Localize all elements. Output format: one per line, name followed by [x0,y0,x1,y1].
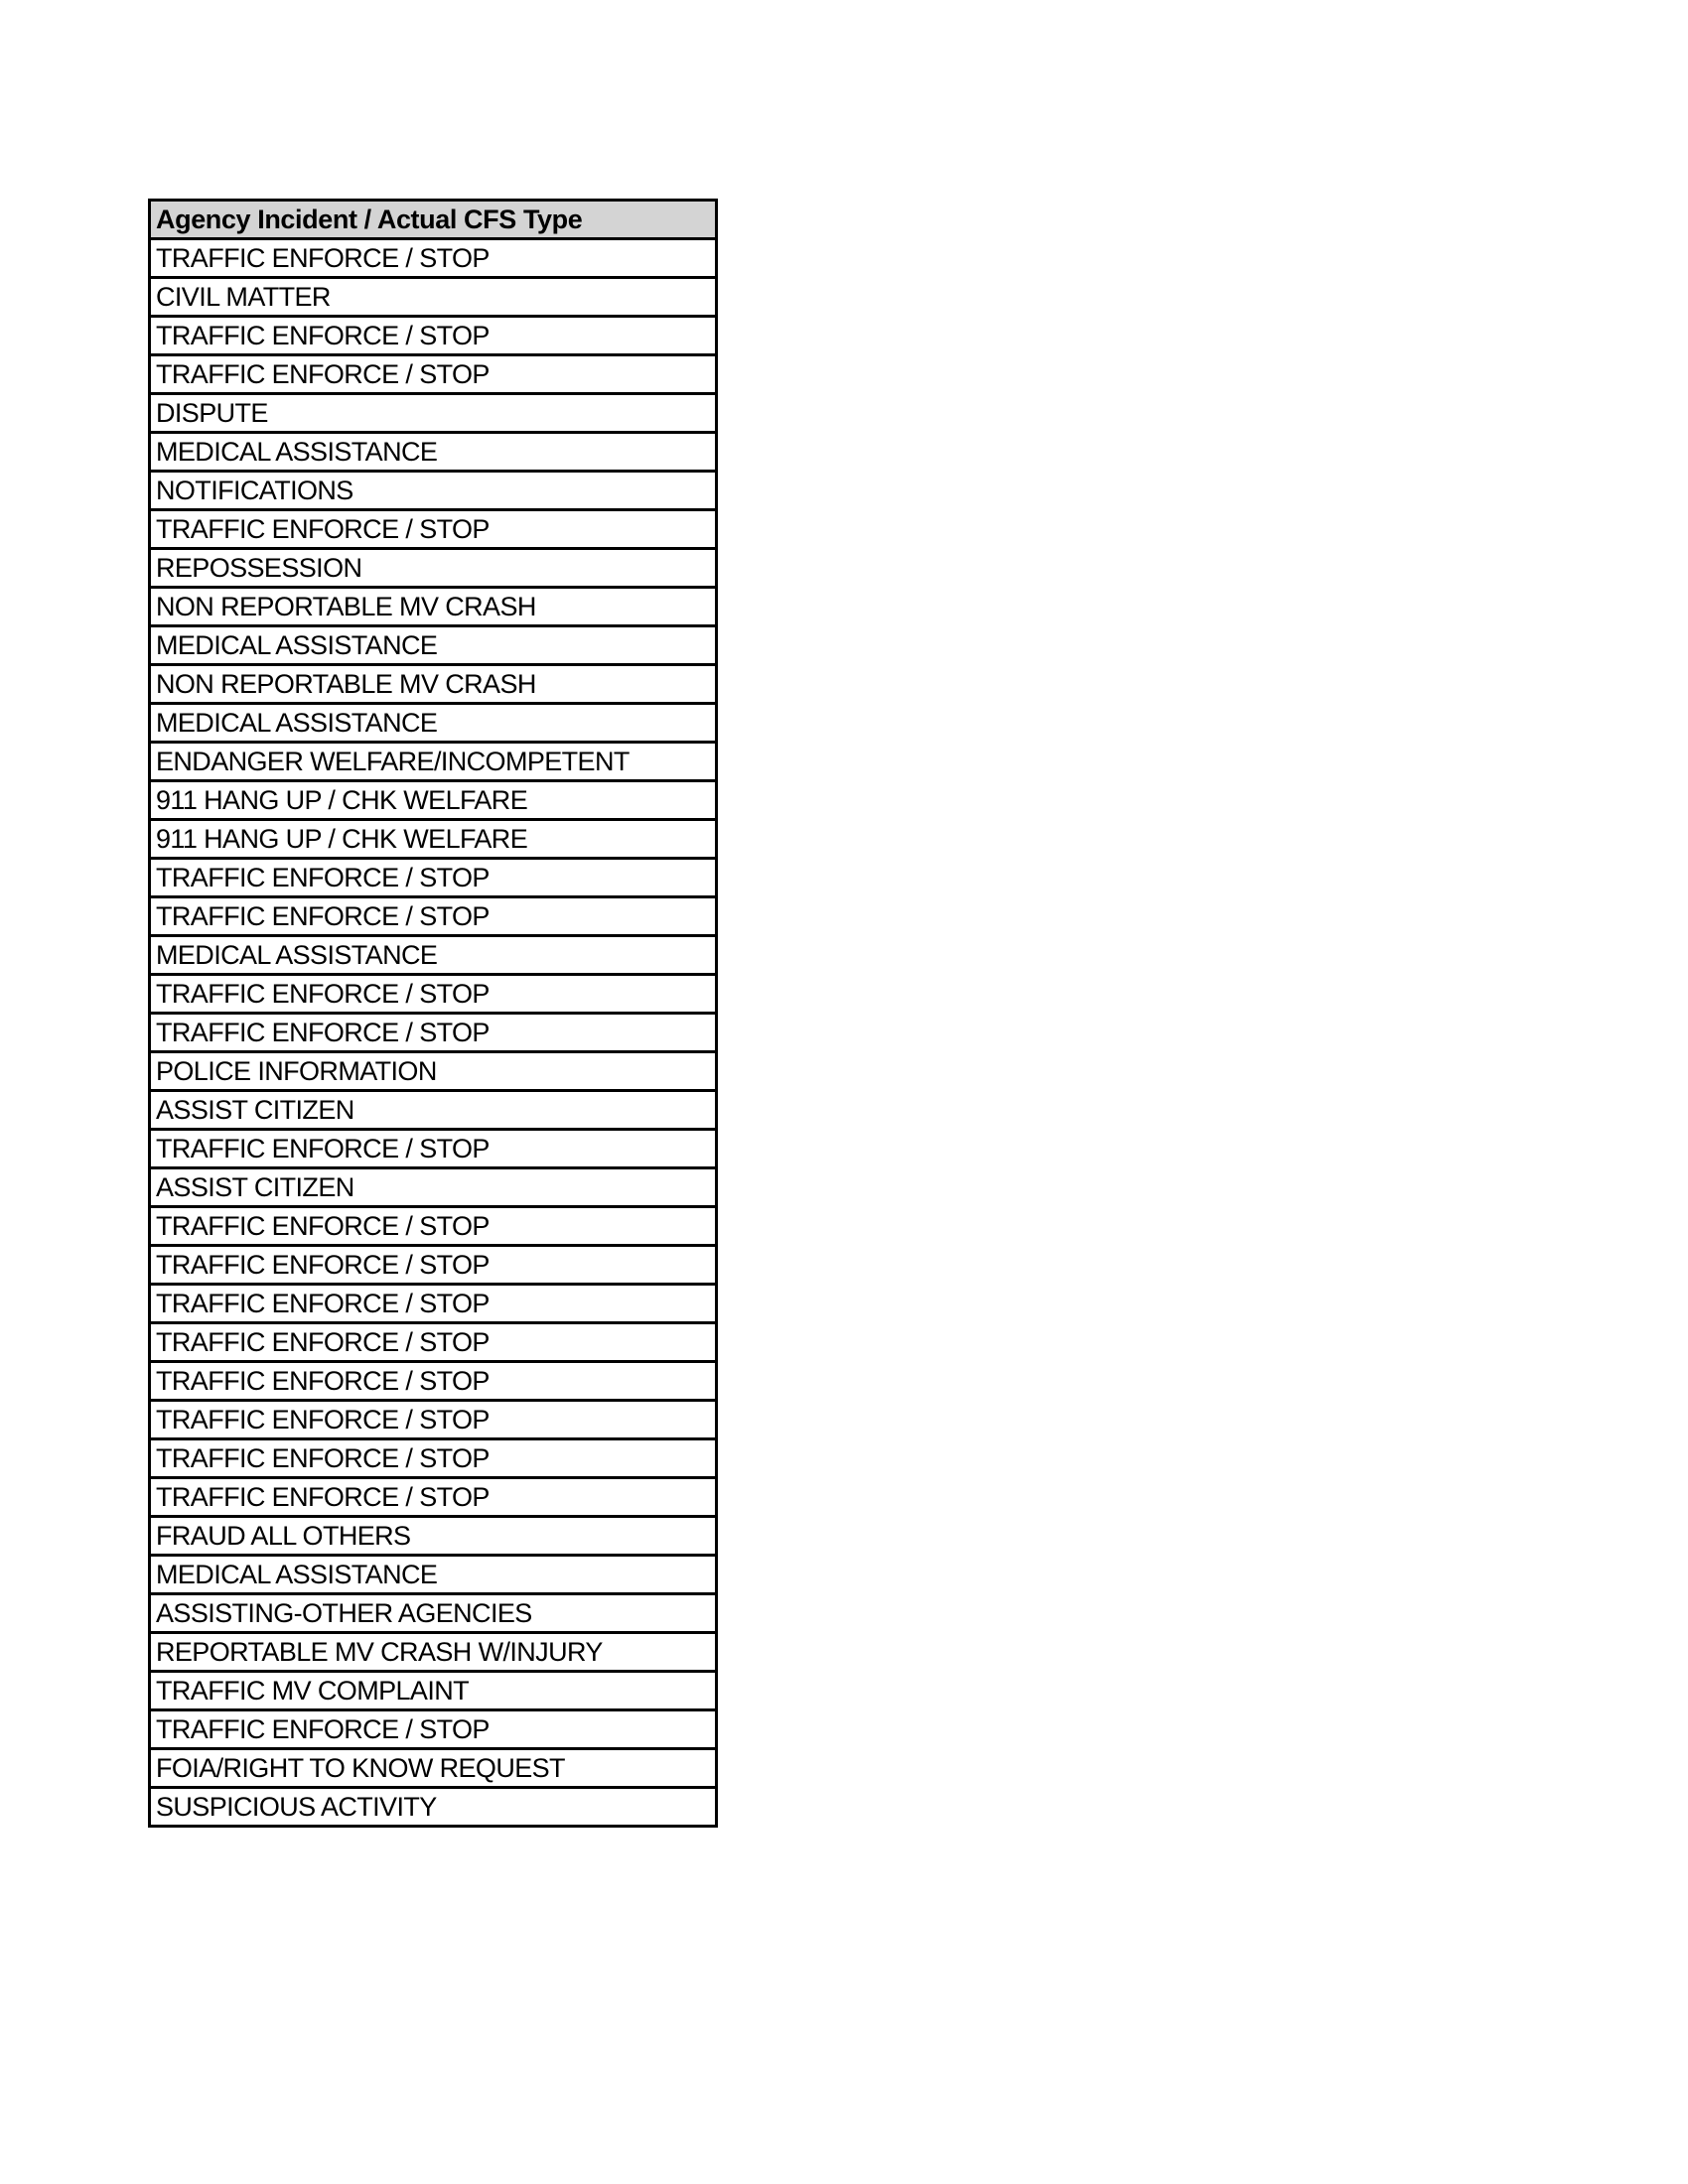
cfs-type-cell: TRAFFIC ENFORCE / STOP [150,1401,717,1439]
cfs-type-cell: TRAFFIC ENFORCE / STOP [150,1323,717,1362]
table-row [150,588,717,626]
table-row [150,1749,717,1788]
cfs-type-cell: ASSIST CITIZEN [150,1091,717,1130]
cfs-type-cell: TRAFFIC ENFORCE / STOP [150,317,717,355]
table-row [150,859,717,897]
table-row [150,1130,717,1168]
cfs-type-cell: 911 HANG UP / CHK WELFARE [150,820,717,859]
table-row [150,743,717,781]
table-row [150,317,717,355]
table-row [150,1672,717,1710]
table-body [150,239,717,1827]
table-row [150,704,717,743]
table-row [150,355,717,394]
cfs-type-cell: TRAFFIC ENFORCE / STOP [150,510,717,549]
table-row [150,820,717,859]
table-row [150,1633,717,1672]
cfs-type-cell: FOIA/RIGHT TO KNOW REQUEST [150,1749,717,1788]
cfs-type-cell: TRAFFIC ENFORCE / STOP [150,975,717,1014]
cfs-type-cell: TRAFFIC ENFORCE / STOP [150,1014,717,1052]
table-row [150,1323,717,1362]
table-row [150,975,717,1014]
table-row [150,1556,717,1594]
cfs-type-cell: POLICE INFORMATION [150,1052,717,1091]
table-row [150,936,717,975]
table-header [150,201,717,239]
cfs-type-cell: MEDICAL ASSISTANCE [150,1556,717,1594]
column-header-cfs-type: Agency Incident / Actual CFS Type [150,201,717,239]
table-row [150,1710,717,1749]
cfs-type-table [148,199,718,1828]
cfs-type-cell: TRAFFIC ENFORCE / STOP [150,1362,717,1401]
cfs-type-cell: TRAFFIC ENFORCE / STOP [150,859,717,897]
table-row [150,626,717,665]
cfs-type-cell: TRAFFIC ENFORCE / STOP [150,239,717,278]
table-row [150,1246,717,1285]
table-row [150,1439,717,1478]
table-row [150,1362,717,1401]
table-row [150,1285,717,1323]
cfs-type-cell: ENDANGER WELFARE/INCOMPETENT [150,743,717,781]
header-row [150,201,717,239]
table-row [150,1401,717,1439]
table-row [150,1014,717,1052]
cfs-type-cell: NON REPORTABLE MV CRASH [150,588,717,626]
cfs-type-cell: CIVIL MATTER [150,278,717,317]
table-row [150,1478,717,1517]
cfs-type-cell: NON REPORTABLE MV CRASH [150,665,717,704]
table-row [150,1788,717,1827]
cfs-type-cell: TRAFFIC MV COMPLAINT [150,1672,717,1710]
cfs-type-cell: FRAUD ALL OTHERS [150,1517,717,1556]
cfs-type-cell: TRAFFIC ENFORCE / STOP [150,1246,717,1285]
table-row [150,1207,717,1246]
table-row [150,472,717,510]
table-row [150,781,717,820]
cfs-type-cell: REPORTABLE MV CRASH W/INJURY [150,1633,717,1672]
cfs-type-cell: TRAFFIC ENFORCE / STOP [150,897,717,936]
cfs-type-cell: TRAFFIC ENFORCE / STOP [150,1130,717,1168]
table-row [150,433,717,472]
cfs-type-cell: TRAFFIC ENFORCE / STOP [150,1478,717,1517]
table-row [150,239,717,278]
table-row [150,665,717,704]
table-row [150,1168,717,1207]
cfs-type-cell: 911 HANG UP / CHK WELFARE [150,781,717,820]
cfs-type-cell: MEDICAL ASSISTANCE [150,626,717,665]
table-row [150,1594,717,1633]
cfs-type-cell: ASSIST CITIZEN [150,1168,717,1207]
table-row [150,897,717,936]
table-row [150,394,717,433]
cfs-type-cell: TRAFFIC ENFORCE / STOP [150,1207,717,1246]
cfs-type-cell: REPOSSESSION [150,549,717,588]
table-row [150,278,717,317]
cfs-type-cell: TRAFFIC ENFORCE / STOP [150,1285,717,1323]
table-row [150,1517,717,1556]
cfs-type-cell: MEDICAL ASSISTANCE [150,433,717,472]
table-row [150,549,717,588]
cfs-type-cell: TRAFFIC ENFORCE / STOP [150,355,717,394]
cfs-type-cell: DISPUTE [150,394,717,433]
table-row [150,1091,717,1130]
cfs-type-cell: TRAFFIC ENFORCE / STOP [150,1710,717,1749]
cfs-type-cell: MEDICAL ASSISTANCE [150,936,717,975]
table-row [150,1052,717,1091]
cfs-type-cell: TRAFFIC ENFORCE / STOP [150,1439,717,1478]
cfs-type-cell: SUSPICIOUS ACTIVITY [150,1788,717,1827]
cfs-type-cell: MEDICAL ASSISTANCE [150,704,717,743]
table-row [150,510,717,549]
cfs-type-cell: ASSISTING-OTHER AGENCIES [150,1594,717,1633]
cfs-type-cell: NOTIFICATIONS [150,472,717,510]
